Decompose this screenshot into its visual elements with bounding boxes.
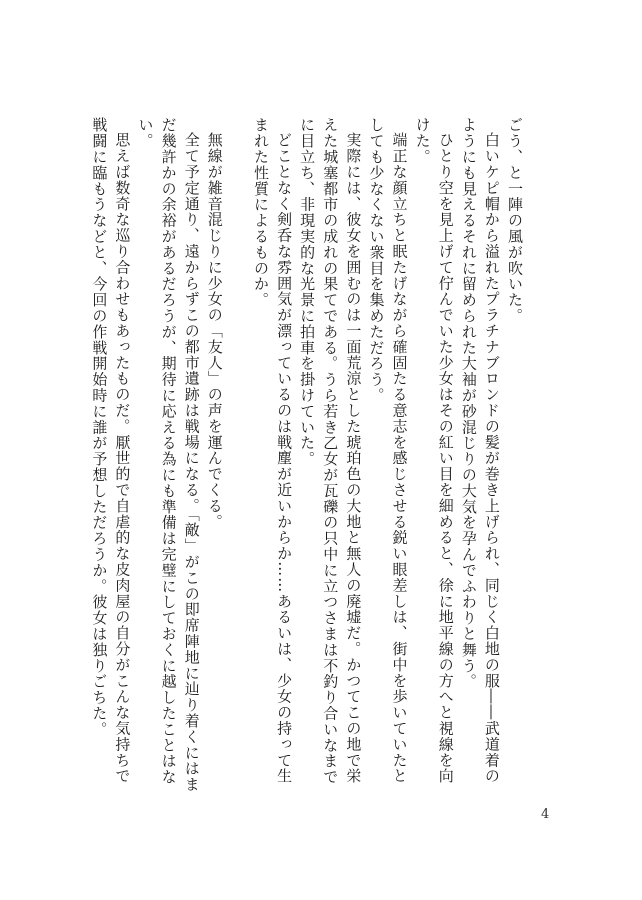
body-text <box>90 117 526 795</box>
paragraph: 思えば数奇な巡り合わせもあったものだ。厭世的で自虐的な皮肉屋の自分がこんな気持ちで戦闘に臨もうなどと、今回の作戦開始時に誰が予想しただろうか。彼女は独りごちた。 <box>90 117 132 784</box>
paragraph: ひとり空を見上げて佇んでいた少女はその紅い目を細めると、徐に地平線の方へと視線を向けた。 <box>413 117 455 784</box>
paragraph: ごう、と一陣の風が吹いた。 <box>506 117 524 324</box>
paragraph: 端正な顔立ちと眠たげながら確固たる意志を感じさせる鋭い眼差しは、街中を歩いていたとしても少なくない衆目を集めただろう。 <box>367 117 409 784</box>
page-number: 4 <box>541 807 550 822</box>
paragraph: 実際には、彼女を囲むのは一面荒涼とした琥珀色の大地と無人の廃墟だ。かつてこの地で栄えた城塞都市の成れの果てである。うら若き乙女が瓦礫の只中に立つさまは不釣り合いなまでに目立ち、非現実的な光景に拍車を掛けていた。 <box>298 117 363 785</box>
section-break <box>226 117 249 795</box>
paragraph: どことなく剣呑な雰囲気が漂っているのは戦塵が近いからか……あるいは、少女の持って生まれた性質によるものか。 <box>251 117 294 784</box>
paragraph: 白いケピ帽から溢れたプラチナブロンドの髪が巻き上げられ、同じく白地の服――武道着のようにも見えるそれに留められた大袖が砂混じりの大気を孕んでふわりと舞う。 <box>459 117 501 784</box>
paragraph: 全て予定通り、遠からずこの都市遺跡は戦場になる。「敵」がこの即席陣地に辿り着くにはまだ幾許かの余裕があるだろうが、期待に応える為にも準備は完璧にしておくに越したことはない。 <box>136 117 201 793</box>
paragraph: 無線が雑音混じりに少女の「友人」の声を運んでくる。 <box>205 132 224 530</box>
